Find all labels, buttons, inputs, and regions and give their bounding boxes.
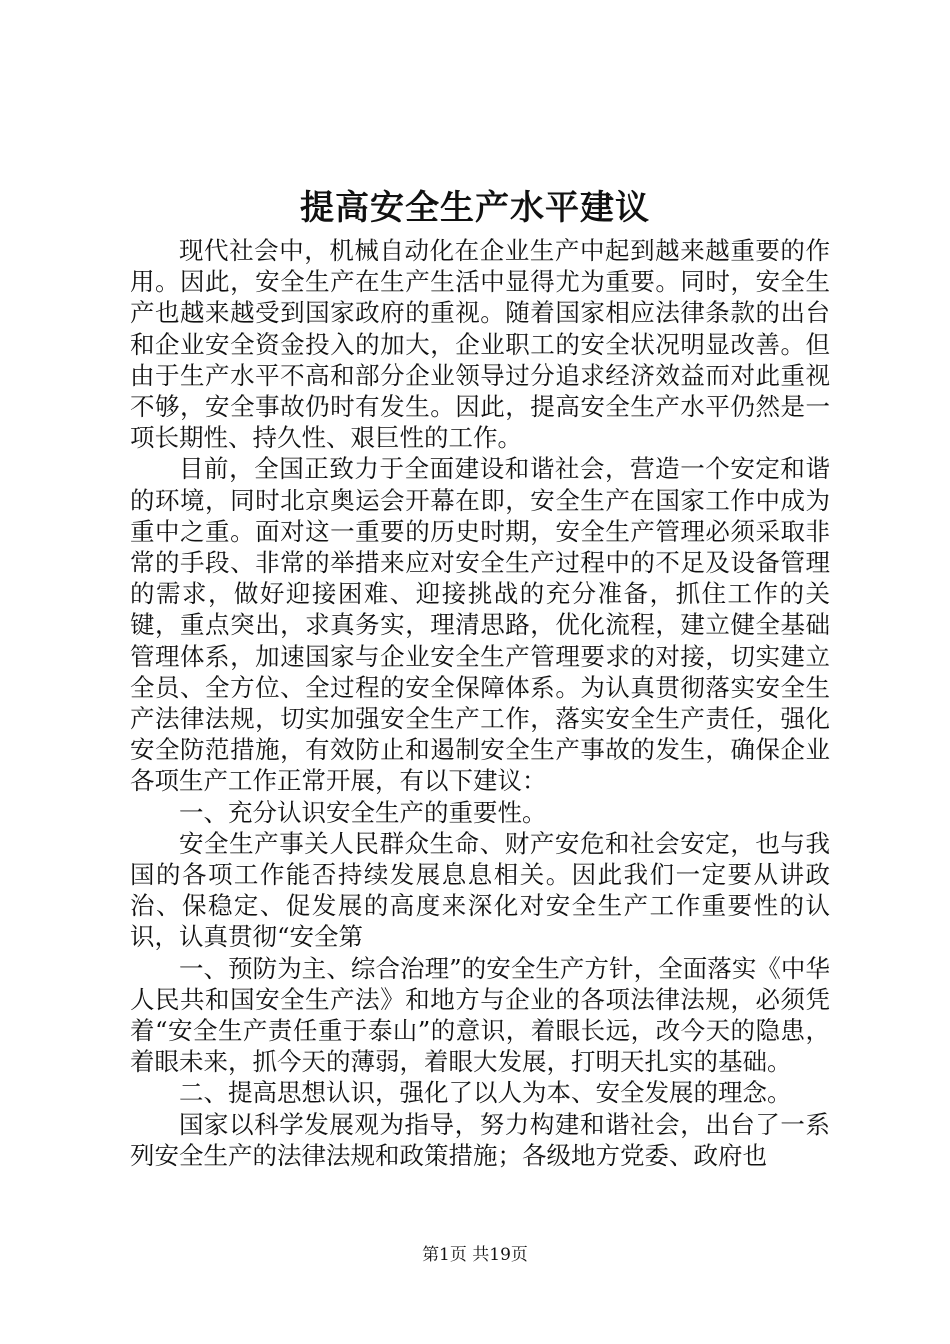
document-body [130,235,830,1171]
document-title: 提高安全生产水平建议 [300,188,650,228]
paragraph-section-2: 国家以科学发展观为指导，努力构建和谐社会，出台了一系列安全生产的法律法规和政策措施；各级地方党委、政府也 [130,1109,830,1170]
paragraph-section-1: 安全生产事关人民群众生命、财产安危和社会安定，也与我国的各项工作能否持续发展息息相关。因此我们一定要从讲政治、保稳定、促发展的高度来深化对安全生产工作重要性的认识，认真贯彻“安全第 [130,828,830,952]
page-number-footer: 第1页 共19页 [422,1245,528,1265]
section-heading-2: 二、提高思想认识，强化了以人为本、安全发展的理念。 [179,1078,792,1108]
paragraph-intro: 现代社会中，机械自动化在企业生产中起到越来越重要的作用。因此，安全生产在生产生活中显得尤为重要。同时，安全生产也越来越受到国家政府的重视。随着国家相应法律条款的出台和企业安全资金投入的加大，企业职工的安全状况明显改善。但由于生产水平不高和部分企业领导过分追求经济效益而对此重视不够，安全事故仍时有发生。因此，提高安全生产水平仍然是一项长期性、持久性、艰巨性的工作。 [130,236,830,453]
paragraph-section-1-continued: 一、预防为主、综合治理”的安全生产方针，全面落实《中华人民共和国安全生产法》和地方与企业的各项法律法规，必须凭着“安全生产责任重于泰山”的意识，着眼长远，改今天的隐患，着眼未来，抓今天的薄弱，着眼大发展，打明天扎实的基础。 [130,953,830,1077]
paragraph-current-situation: 目前，全国正致力于全面建设和谐社会，营造一个安定和谐的环境，同时北京奥运会开幕在即，安全生产在国家工作中成为重中之重。面对这一重要的历史时期，安全生产管理必须采取非常的手段、非常的举措来应对安全生产过程中的不足及设备管理的需求，做好迎接困难、迎接挑战的充分准备，抓住工作的关键，重点突出，求真务实，理清思路，优化流程，建立健全基础管理体系，加速国家与企业安全生产管理要求的对接，切实建立全员、全方位、全过程的安全保障体系。为认真贯彻落实安全生产法律法规，切实加强安全生产工作，落实安全生产责任，强化安全防范措施，有效防止和遏制安全生产事故的发生，确保企业各项生产工作正常开展，有以下建议： [130,454,830,796]
section-heading-1: 一、充分认识安全生产的重要性。 [179,797,547,827]
